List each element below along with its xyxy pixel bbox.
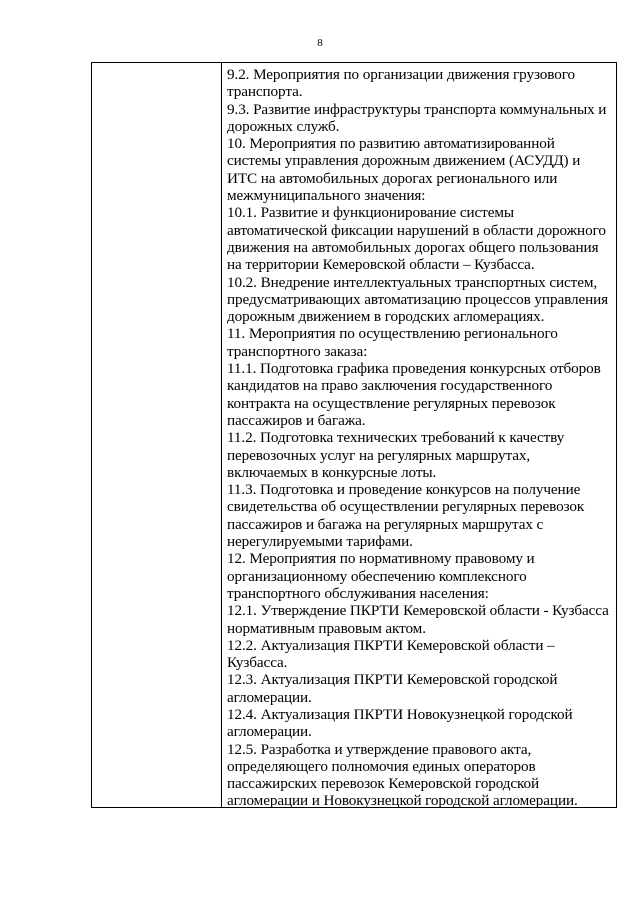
text-line: 11. Мероприятия по осуществлению регионального: [227, 325, 558, 343]
text-line: 12.1. Утверждение ПКРТИ Кемеровской области - Кузбасса: [227, 602, 609, 620]
text-line: 9.2. Мероприятия по организации движения грузового: [227, 66, 575, 83]
text-line: включаемых в конкурсные лоты.: [227, 463, 437, 481]
text-line: автоматической фиксации нарушений в области дорожного: [227, 221, 606, 239]
text-line: движения на автомобильных дорогах общего пользования: [227, 238, 599, 256]
text-line: 10.1. Развитие и функционирование системы: [227, 204, 514, 222]
text-line: 12.2. Актуализация ПКРТИ Кемеровской области –: [227, 636, 555, 654]
text-line: 11.1. Подготовка графика проведения конкурсных отборов: [227, 360, 601, 378]
text-line: 10.2. Внедрение интеллектуальных транспортных систем,: [227, 273, 598, 291]
text-line: пассажиров и багажа.: [227, 411, 366, 429]
table-right-cell: [222, 63, 616, 810]
text-line: кандидатов на право заключения государственного: [227, 377, 553, 395]
text-line: дорожным движением в городских агломерациях.: [227, 308, 545, 326]
text-line: контракта на осуществление регулярных перевозок: [227, 394, 556, 412]
text-line: 12.4. Актуализация ПКРТИ Новокузнецкой городской: [227, 705, 573, 723]
text-line: свидетельства об осуществлении регулярных перевозок: [227, 498, 585, 516]
text-line: 12. Мероприятия по нормативному правовому и: [227, 550, 535, 568]
table-left-cell: [92, 63, 222, 807]
text-line: транспортного заказа:: [227, 342, 368, 360]
text-line: транспортного обслуживания населения:: [227, 584, 489, 602]
text-line: агломерации.: [227, 723, 312, 741]
text-line: 10. Мероприятия по развитию автоматизированной: [227, 135, 555, 153]
text-line: на территории Кемеровской области – Кузбасса.: [227, 256, 535, 274]
text-line: организационному обеспечению комплексного: [227, 567, 527, 585]
text-line: перевозочных услуг на регулярных маршрутах,: [227, 446, 531, 464]
page-number: 8: [317, 37, 323, 49]
text-line: нерегулируемыми тарифами.: [227, 533, 413, 551]
text-line: 11.2. Подготовка технических требований к качеству: [227, 429, 565, 447]
text-line: нормативным правовым актом.: [227, 619, 426, 637]
text-line: ИТС на автомобильных дорогах регионального или: [227, 169, 558, 187]
text-line: 12.5. Разработка и утверждение правового акта,: [227, 740, 532, 758]
text-line: транспорта.: [227, 83, 303, 101]
text-line: межмуниципального значения:: [227, 187, 426, 205]
text-line: определяющего полномочия единых операторов: [227, 757, 536, 775]
text-line: 11.3. Подготовка и проведение конкурсов на получение: [227, 481, 581, 499]
text-line: дорожных служб.: [227, 117, 340, 135]
text-line: 9.3. Развитие инфраструктуры транспорта коммунальных и: [227, 100, 607, 118]
text-line: пассажирских перевозок Кемеровской городской: [227, 775, 540, 793]
text-line: Кузбасса.: [227, 654, 288, 672]
text-line: предусматривающих автоматизацию процессов управления: [227, 290, 609, 308]
text-line: агломерации и Новокузнецкой городской агломерации.: [227, 792, 578, 810]
document-table: [91, 62, 617, 808]
text-line: 12.3. Актуализация ПКРТИ Кемеровской городской: [227, 671, 558, 689]
text-line: системы управления дорожным движением (АСУДД) и: [227, 152, 581, 170]
text-line: агломерации.: [227, 688, 312, 706]
text-line: пассажиров и багажа на регулярных маршрутах с: [227, 515, 544, 533]
